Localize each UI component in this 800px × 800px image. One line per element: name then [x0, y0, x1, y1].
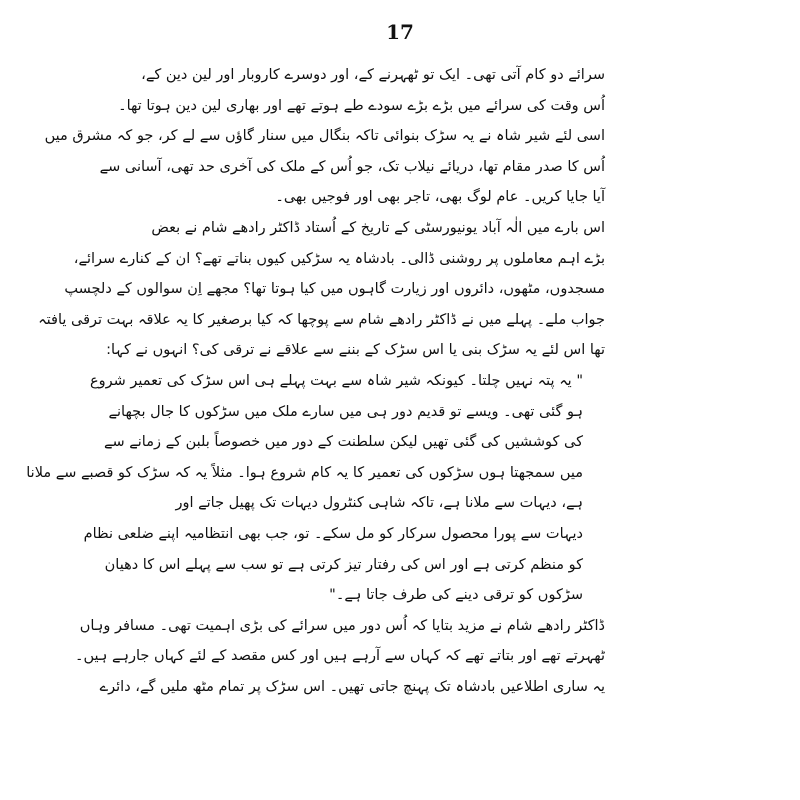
- text-line: ڈاکٹر رادھے شام نے مزید بتایا کہ اُس دور میں سرائے کی بڑی اہمیت تھی۔ مسافر وہاں: [79, 617, 605, 634]
- quote-line: میں سمجھتا ہوں سڑکوں کی تعمیر کا یہ کام شروع ہوا۔ مثلاً یہ کہ سڑک کو قصبے سے ملانا: [26, 464, 583, 481]
- text-line: اُس وقت کی سرائے میں بڑے بڑے سودے طے ہوتے تھے اور بھاری لین دین ہوتا تھا۔: [118, 97, 605, 114]
- text-line: آیا جایا کریں۔ عام لوگ بھی، تاجر بھی اور فوجیں بھی۔: [275, 189, 605, 206]
- quote-line: سڑکوں کو ترقی دینے کی طرف جاتا ہے۔": [329, 587, 583, 604]
- quote-line: " یہ پتہ نہیں چلتا۔ کیونکہ شیر شاہ سے بہت پہلے ہی اس سڑک کی تعمیر شروع: [89, 372, 583, 389]
- quote-line: دیہات سے پورا محصول سرکار کو مل سکے۔ تو، جب بھی انتظامیہ اپنے ضلعی نظام: [83, 525, 583, 542]
- text-line: مسجدوں، مٹھوں، دائروں اور زیارت گاہوں میں کیا ہوتا تھا؟ مجھے اِن سوالوں کے دلچسپ: [64, 281, 605, 298]
- quote-line: کو منظم کرتی ہے اور اس کی رفتار تیز کرتی ہے تو سب سے پہلے اس کا دھیان: [104, 556, 583, 573]
- text-line: ٹھہرتے تھے اور بتاتے تھے کہ کہاں سے آرہے ہیں اور کس مقصد کے لئے کہاں جارہے ہیں۔: [74, 648, 605, 665]
- text-line: اس بارے میں الٰہ آباد یونیورسٹی کے تاریخ کے اُستاد ڈاکٹر رادھے شام نے بعض: [151, 219, 605, 236]
- text-line: اسی لئے شیر شاہ نے یہ سڑک بنوائی تاکہ بنگال میں سنار گاؤں سے لے کر، جو کہ مشرق میں: [44, 128, 605, 145]
- text-line: بڑے اہم معاملوں پر روشنی ڈالی۔ بادشاہ یہ سڑکیں کیوں بناتے تھے؟ ان کے کنارے سرائے،: [73, 250, 605, 267]
- text-line: تھا اس لئے یہ سڑک بنی یا اس سڑک کے بننے سے علاقے نے ترقی کی؟ انہوں نے کہا:: [106, 342, 605, 359]
- page-number: 17: [386, 20, 414, 44]
- quote-line: کی کوششیں کی گئی تھیں لیکن سلطنت کے دور میں خصوصاً بلبن کے زمانے سے: [103, 434, 583, 451]
- text-line: اُس کا صدر مقام تھا، دریائے نیلاب تک، جو اُس کے ملک کی آخری حد تھی، آسانی سے: [99, 158, 605, 175]
- quote-line: ہو گئی تھی۔ ویسے تو قدیم دور ہی میں سارے ملک میں سڑکوں کا جال بچھانے: [108, 403, 583, 420]
- body-text: [26, 60, 605, 702]
- quote-line: ہے، دیہات سے ملانا ہے، تاکہ شاہی کنٹرول دیہات تک پھیل جاتے اور: [175, 495, 583, 512]
- text-line: یہ ساری اطلاعیں بادشاہ تک پہنچ جاتی تھیں۔ اس سڑک پر تمام مٹھ ملیں گے، دائرے: [99, 678, 605, 695]
- text-line: سرائے دو کام آتی تھی۔ ایک تو ٹھہرنے کے، اور دوسرے کاروبار اور لین دین کے،: [141, 67, 605, 83]
- text-line: جواب ملے۔ پہلے میں نے ڈاکٹر رادھے شام سے پوچھا کہ کیا برصغیر کا یہ علاقہ بہت ترقی یافتہ: [38, 311, 605, 328]
